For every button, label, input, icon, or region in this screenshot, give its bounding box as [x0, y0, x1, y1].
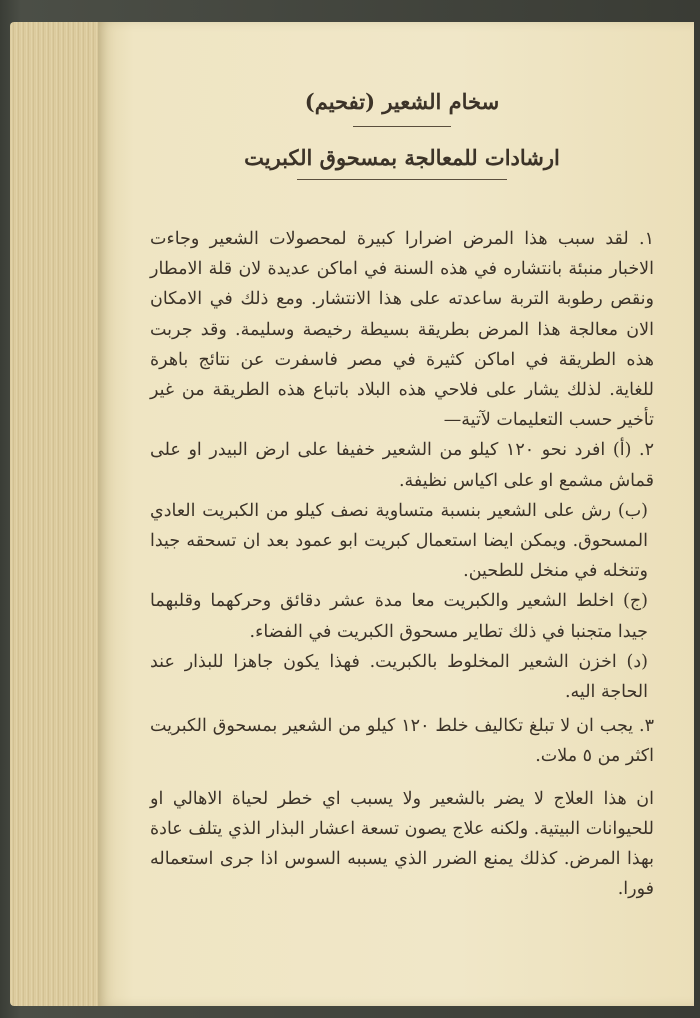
page-title: سخام الشعير (تفحيم)	[304, 89, 500, 114]
subtitle-underline	[297, 179, 507, 180]
paragraph-2b: (ب) رش على الشعير بنسبة متساوية نصف كيلو من الكبريت العادي المسحوق. ويمكن ايضا استعمال كبريت ابو عمود بعد ان تسحقه جيدا وتنخله في منخل للطحين.	[150, 500, 648, 582]
title-underline	[353, 126, 451, 127]
paragraph-1: ١. لقد سبب هذا المرض اضرارا كبيرة لمحصولات الشعير وجاءت الاخبار منبئة بانتشاره في هذه السنة في اماكن عديدة لان قلة الامطار ونقص رطوبة التربة ساعدته على هذا الانتشار. ومع ذلك في الامكان الان معالجة هذا المرض بطريقة بسيطة رخيصة وسليمة. وقد جربت هذه الطريقة في اماكن كثيرة في مصر فاسفرت عن نتائج باهرة للغاية. لذلك يشار على فلاحي هذه البلاد باتباع هذه الطريقة من غير تأخير حسب التعليمات لآتية—	[150, 229, 654, 431]
paragraph-3: ٣. يجب ان لا تبلغ تكاليف خلط ١٢٠ كيلو من الشعير بمسحوق الكبريت اكثر من ٥ ملات.	[150, 716, 654, 767]
page-content	[150, 84, 654, 904]
paragraph-2a: ٢. (أ) افرد نحو ١٢٠ كيلو من الشعير خفيفا على ارض البيدر او على قماش مشمع او على اكياس نظيفة.	[150, 440, 654, 491]
book-page	[98, 22, 694, 1006]
paragraph-2d: (د) اخزن الشعير المخلوط بالكبريت. فهذا يكون جاهزا للبذار عند الحاجة اليه.	[150, 651, 648, 703]
page-subtitle: ارشادات للمعالجة بمسحوق الكبريت	[244, 145, 560, 170]
page-edges	[10, 22, 110, 1006]
paragraph-2c: (ج) اخلط الشعير والكبريت معا مدة عشر دقائق وحركهما وقلبهما جيدا متجنبا في ذلك تطاير مسحوق الكبريت في الفضاء.	[150, 591, 648, 642]
paragraph-4: ان هذا العلاج لا يضر بالشعير ولا يسبب اي خطر لحياة الاهالي او للحيوانات البيتية. ولكنه علاج يصون تسعة اعشار البذار الذي يتلف عادة بهذا المرض. كذلك يمنع الضرر الذي يسببه السوس اذا جرى استعماله فورا.	[150, 788, 654, 900]
